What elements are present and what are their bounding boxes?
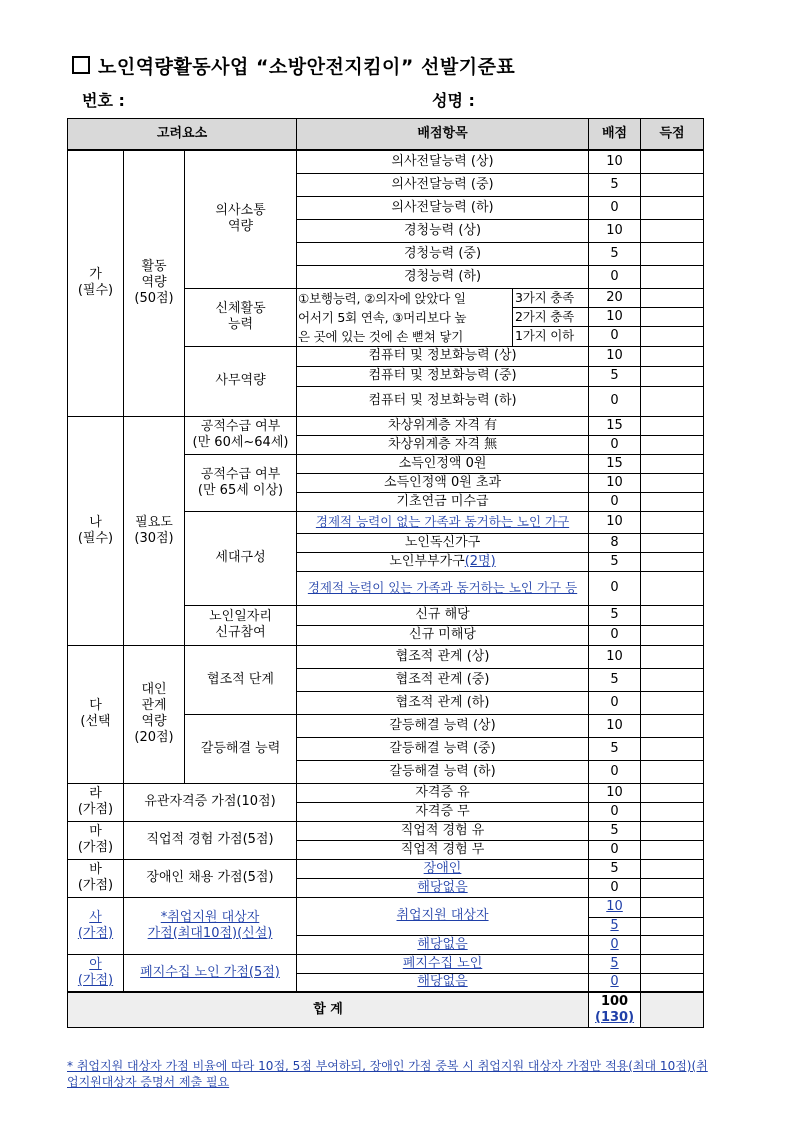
score-cell: 5 bbox=[589, 605, 641, 625]
a-item: 해당없음 bbox=[297, 973, 589, 992]
number-label: 번호 : bbox=[82, 91, 125, 110]
score-cell: 0 bbox=[589, 435, 641, 454]
score-cell: 0 bbox=[589, 760, 641, 783]
pension-item: 기초연금 미수급 bbox=[297, 492, 589, 511]
sa-item: 취업지원 대상자 bbox=[297, 897, 589, 935]
earned-cell[interactable] bbox=[641, 366, 704, 386]
section-ra-desc: 유관자격증 가점(10점) bbox=[124, 783, 297, 821]
score-cell: 8 bbox=[589, 533, 641, 552]
section-sa: 사 (가점) bbox=[68, 897, 124, 954]
earned-cell[interactable] bbox=[641, 435, 704, 454]
score-cell: 0 bbox=[589, 196, 641, 219]
conflict-item: 갈등해결 능력 (하) bbox=[297, 760, 589, 783]
header-earned: 득점 bbox=[641, 119, 704, 151]
earned-cell[interactable] bbox=[641, 288, 704, 307]
earned-cell[interactable] bbox=[641, 605, 704, 625]
conflict-item: 갈등해결 능력 (상) bbox=[297, 714, 589, 737]
score-cell: 0 bbox=[589, 265, 641, 288]
household-item: 경제적 능력이 있는 가족과 동거하는 노인 가구 등 bbox=[297, 571, 589, 605]
score-cell: 0 bbox=[589, 878, 641, 897]
pension-item: 소득인정액 0원 초과 bbox=[297, 473, 589, 492]
comm-item: 경청능력 (상) bbox=[297, 219, 589, 242]
section-ma: 마 (가점) bbox=[68, 821, 124, 859]
section-ma-desc: 직업적 경험 가점(5점) bbox=[124, 821, 297, 859]
earned-cell[interactable] bbox=[641, 265, 704, 288]
score-cell: 5 bbox=[589, 366, 641, 386]
earned-cell[interactable] bbox=[641, 840, 704, 859]
earned-cell[interactable] bbox=[641, 327, 704, 346]
household-item: 노인독신가구 bbox=[297, 533, 589, 552]
earned-cell[interactable] bbox=[641, 737, 704, 760]
earned-cell[interactable] bbox=[641, 386, 704, 416]
earned-cell[interactable] bbox=[641, 492, 704, 511]
section-ga-sub: 활동 역량 (50점) bbox=[124, 150, 185, 416]
earned-cell[interactable] bbox=[641, 897, 704, 917]
score-cell: 0 bbox=[589, 492, 641, 511]
table-header-row bbox=[68, 119, 704, 151]
total-earned[interactable] bbox=[641, 992, 704, 1028]
score-cell: 0 bbox=[589, 625, 641, 645]
score-cell: 5 bbox=[589, 242, 641, 265]
comm-item: 의사전달능력 (중) bbox=[297, 173, 589, 196]
pension2-label: 공적수급 여부 (만 65세 이상) bbox=[185, 454, 297, 511]
coop-item: 협조적 관계 (중) bbox=[297, 668, 589, 691]
section-a: 아 (가점) bbox=[68, 954, 124, 992]
earned-cell[interactable] bbox=[641, 533, 704, 552]
score-cell: 5 bbox=[589, 668, 641, 691]
earned-cell[interactable] bbox=[641, 307, 704, 326]
earned-cell[interactable] bbox=[641, 714, 704, 737]
coop-item: 협조적 관계 (하) bbox=[297, 691, 589, 714]
score-cell: 10 bbox=[589, 307, 641, 326]
section-ba: 바 (가점) bbox=[68, 859, 124, 897]
score-cell: 0 bbox=[589, 691, 641, 714]
score-cell: 5 bbox=[589, 859, 641, 878]
section-na-sub: 필요도 (30점) bbox=[124, 416, 185, 645]
pension-item: 차상위계층 자격 無 bbox=[297, 435, 589, 454]
table-row bbox=[68, 897, 704, 917]
ra-item: 자격증 무 bbox=[297, 802, 589, 821]
score-cell: 10 bbox=[589, 150, 641, 173]
section-da: 다 (선택 bbox=[68, 645, 124, 783]
comm-item: 경청능력 (중) bbox=[297, 242, 589, 265]
total-score: 100 (130) bbox=[589, 992, 641, 1028]
score-cell: 10 bbox=[589, 783, 641, 802]
body-opt: 1가지 이하 bbox=[513, 327, 589, 346]
header-factor: 고려요소 bbox=[68, 119, 297, 151]
newjob-item: 신규 미해당 bbox=[297, 625, 589, 645]
section-ba-desc: 장애인 채용 가점(5점) bbox=[124, 859, 297, 897]
office-item: 컴퓨터 및 정보화능력 (하) bbox=[297, 386, 589, 416]
earned-cell[interactable] bbox=[641, 802, 704, 821]
comm-item: 의사전달능력 (상) bbox=[297, 150, 589, 173]
score-cell: 10 bbox=[589, 219, 641, 242]
criteria-table bbox=[67, 118, 704, 1028]
body-label: 신체활동 능력 bbox=[185, 288, 297, 346]
earned-cell[interactable] bbox=[641, 219, 704, 242]
score-cell: 10 bbox=[589, 511, 641, 533]
earned-cell[interactable] bbox=[641, 571, 704, 605]
body-opt: 3가지 충족 bbox=[513, 288, 589, 307]
score-cell: 10 bbox=[589, 645, 641, 668]
newjob-label: 노인일자리 신규참여 bbox=[185, 605, 297, 645]
section-sa-desc: *취업지원 대상자 가점(최대10점)(신설) bbox=[124, 897, 297, 954]
earned-cell[interactable] bbox=[641, 346, 704, 366]
header-item: 배점항목 bbox=[297, 119, 589, 151]
household-item: 경제적 능력이 없는 가족과 동거하는 노인 가구 bbox=[297, 511, 589, 533]
earned-cell[interactable] bbox=[641, 552, 704, 571]
score-cell: 15 bbox=[589, 454, 641, 473]
newjob-item: 신규 해당 bbox=[297, 605, 589, 625]
section-a-desc: 폐지수집 노인 가점(5점) bbox=[124, 954, 297, 992]
earned-cell[interactable] bbox=[641, 878, 704, 897]
ma-item: 직업적 경험 무 bbox=[297, 840, 589, 859]
earned-cell[interactable] bbox=[641, 173, 704, 196]
office-label: 사무역량 bbox=[185, 346, 297, 416]
earned-cell[interactable] bbox=[641, 821, 704, 840]
score-cell: 5 bbox=[589, 821, 641, 840]
coop-label: 협조적 단계 bbox=[185, 645, 297, 714]
score-cell: 15 bbox=[589, 416, 641, 435]
pension-item: 소득인정액 0원 bbox=[297, 454, 589, 473]
section-da-sub: 대인 관계 역량 (20점) bbox=[124, 645, 185, 783]
table-row bbox=[68, 954, 704, 973]
earned-cell[interactable] bbox=[641, 935, 704, 954]
body-opt: 2가지 충족 bbox=[513, 307, 589, 326]
a-item: 폐지수집 노인 bbox=[297, 954, 589, 973]
earned-cell[interactable] bbox=[641, 150, 704, 173]
conflict-item: 갈등해결 능력 (중) bbox=[297, 737, 589, 760]
score-cell: 0 bbox=[589, 840, 641, 859]
score-cell: 0 bbox=[589, 386, 641, 416]
score-cell: 10 bbox=[589, 473, 641, 492]
pension-item: 차상위계층 자격 有 bbox=[297, 416, 589, 435]
score-cell: 5 bbox=[589, 552, 641, 571]
document-title: 노인역량활동사업 “소방안전지킴이” 선발기준표 bbox=[72, 52, 515, 79]
comm-item: 경청능력 (하) bbox=[297, 265, 589, 288]
ba-item: 해당없음 bbox=[297, 878, 589, 897]
earned-cell[interactable] bbox=[641, 416, 704, 435]
total-label: 합 계 bbox=[68, 992, 589, 1028]
score-cell: 20 bbox=[589, 288, 641, 307]
earned-cell[interactable] bbox=[641, 473, 704, 492]
household-item: 노인부부가구(2명) bbox=[297, 552, 589, 571]
body-desc: ①보행능력, ②의자에 앉았다 일 어서기 5회 연속, ③머리보다 높 은 곳에 있는 것에 손 뻗쳐 닿기 bbox=[297, 288, 513, 346]
score-cell: 10 bbox=[589, 714, 641, 737]
sa-item: 해당없음 bbox=[297, 935, 589, 954]
name-label: 성명 : bbox=[432, 91, 475, 110]
earned-cell[interactable] bbox=[641, 511, 704, 533]
table-row bbox=[68, 150, 704, 173]
earned-cell[interactable] bbox=[641, 917, 704, 935]
score-cell: 10 bbox=[589, 897, 641, 917]
table-row bbox=[68, 645, 704, 668]
earned-cell[interactable] bbox=[641, 973, 704, 992]
total-row bbox=[68, 992, 704, 1028]
ma-item: 직업적 경험 유 bbox=[297, 821, 589, 840]
conflict-label: 갈등해결 능력 bbox=[185, 714, 297, 783]
earned-cell[interactable] bbox=[641, 668, 704, 691]
office-item: 컴퓨터 및 정보화능력 (상) bbox=[297, 346, 589, 366]
coop-item: 협조적 관계 (상) bbox=[297, 645, 589, 668]
table-row bbox=[68, 416, 704, 435]
checkbox-square-icon bbox=[72, 56, 90, 74]
table-row bbox=[68, 821, 704, 840]
header-score: 배점 bbox=[589, 119, 641, 151]
section-na: 나 (필수) bbox=[68, 416, 124, 645]
section-ra: 라 (가점) bbox=[68, 783, 124, 821]
score-cell: 0 bbox=[589, 973, 641, 992]
score-cell: 5 bbox=[589, 917, 641, 935]
score-cell: 0 bbox=[589, 802, 641, 821]
table-row bbox=[68, 783, 704, 802]
score-cell: 5 bbox=[589, 173, 641, 196]
comm-item: 의사전달능력 (하) bbox=[297, 196, 589, 219]
earned-cell[interactable] bbox=[641, 859, 704, 878]
comm-label: 의사소통 역량 bbox=[185, 150, 297, 288]
ba-item: 장애인 bbox=[297, 859, 589, 878]
earned-cell[interactable] bbox=[641, 454, 704, 473]
earned-cell[interactable] bbox=[641, 954, 704, 973]
earned-cell[interactable] bbox=[641, 242, 704, 265]
earned-cell[interactable] bbox=[641, 196, 704, 219]
score-cell: 0 bbox=[589, 327, 641, 346]
score-cell: 0 bbox=[589, 571, 641, 605]
earned-cell[interactable] bbox=[641, 783, 704, 802]
score-cell: 0 bbox=[589, 935, 641, 954]
table-row bbox=[68, 859, 704, 878]
household-label: 세대구성 bbox=[185, 511, 297, 605]
earned-cell[interactable] bbox=[641, 625, 704, 645]
section-ga: 가 (필수) bbox=[68, 150, 124, 416]
footnote: * 취업지원 대상자 가점 비율에 따라 10점, 5점 부여하되, 장애인 가점 중복 시 취업지원 대상자 가점만 적용(최대 10점)(취업지원대상자 증명서 제출 필요 bbox=[67, 1059, 708, 1089]
score-cell: 10 bbox=[589, 346, 641, 366]
earned-cell[interactable] bbox=[641, 645, 704, 668]
score-cell: 5 bbox=[589, 737, 641, 760]
ra-item: 자격증 유 bbox=[297, 783, 589, 802]
earned-cell[interactable] bbox=[641, 691, 704, 714]
earned-cell[interactable] bbox=[641, 760, 704, 783]
office-item: 컴퓨터 및 정보화능력 (중) bbox=[297, 366, 589, 386]
score-cell: 5 bbox=[589, 954, 641, 973]
pension1-label: 공적수급 여부 (만 60세~64세) bbox=[185, 416, 297, 454]
